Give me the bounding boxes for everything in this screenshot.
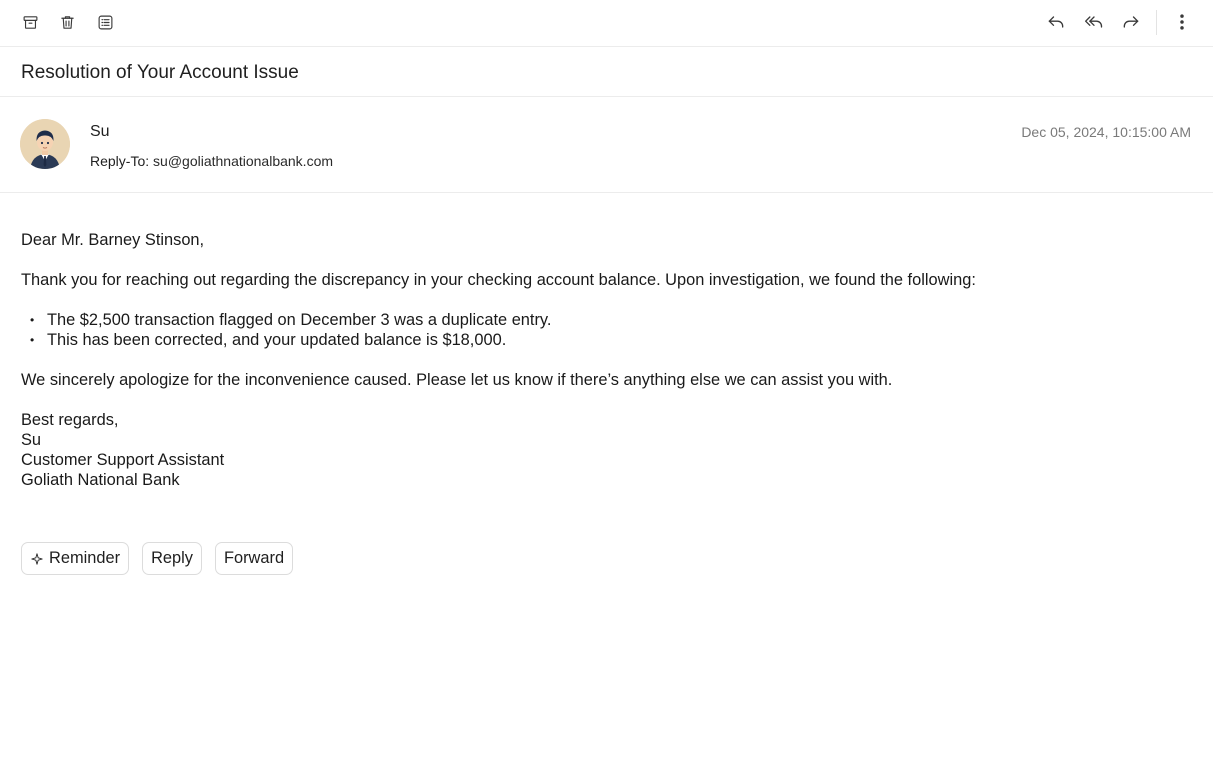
reply-all-toolbar-button[interactable] [1080, 8, 1108, 36]
archive-icon [22, 14, 39, 31]
forward-button[interactable] [215, 542, 293, 575]
reminder-button[interactable] [21, 542, 129, 575]
reply-label: Reply [151, 549, 193, 567]
sender-name: Su [90, 123, 110, 140]
avatar-illustration [20, 119, 70, 169]
intro-paragraph: Thank you for reaching out regarding the discrepancy in your checking account balance. Upon investigation, we found the following: [21, 271, 976, 289]
toolbar-divider [1156, 10, 1157, 35]
forward-toolbar-button[interactable] [1117, 8, 1145, 36]
more-vertical-icon [1172, 12, 1192, 32]
findings-list [21, 310, 1191, 350]
signature-company: Goliath National Bank [21, 471, 180, 489]
signature-title: Customer Support Assistant [21, 451, 225, 469]
signature-name: Su [21, 431, 42, 449]
reply-to-label: Reply-To: [90, 153, 150, 169]
more-options-button[interactable] [1168, 8, 1196, 36]
sender-header [0, 97, 1213, 193]
subject-bar [0, 47, 1213, 97]
reply-to-line [90, 153, 333, 169]
apology-paragraph: We sincerely apologize for the inconvenience caused. Please let us know if there’s anything else we can assist you with. [21, 371, 893, 389]
summary-button[interactable] [91, 8, 119, 36]
forward-label: Forward [223, 549, 285, 567]
email-subject: Resolution of Your Account Issue [21, 62, 299, 83]
reply-all-icon [1084, 12, 1104, 32]
forward-icon [1121, 12, 1141, 32]
trash-icon [59, 14, 76, 31]
email-date: Dec 05, 2024, 10:15:00 AM [1021, 124, 1191, 140]
sparkle-icon [30, 552, 44, 566]
email-actions [21, 542, 306, 575]
delete-button[interactable] [53, 8, 81, 36]
reply-button[interactable] [142, 542, 202, 575]
signoff: Best regards, [21, 411, 119, 429]
email-body [21, 230, 1191, 490]
archive-button[interactable] [16, 8, 44, 36]
reply-toolbar-button[interactable] [1042, 8, 1070, 36]
list-icon [97, 14, 114, 31]
list-item: • The $2,500 transaction flagged on December 3 was a duplicate entry. [21, 310, 1191, 330]
reminder-label: Reminder [49, 549, 121, 567]
email-toolbar [0, 0, 1213, 47]
reply-to-address[interactable]: su@goliathnationalbank.com [153, 153, 334, 169]
sender-avatar[interactable] [20, 119, 70, 169]
greeting: Dear Mr. Barney Stinson, [21, 231, 205, 249]
list-item: • This has been corrected, and your updated balance is $18,000. [21, 330, 1191, 350]
reply-icon [1046, 12, 1066, 32]
